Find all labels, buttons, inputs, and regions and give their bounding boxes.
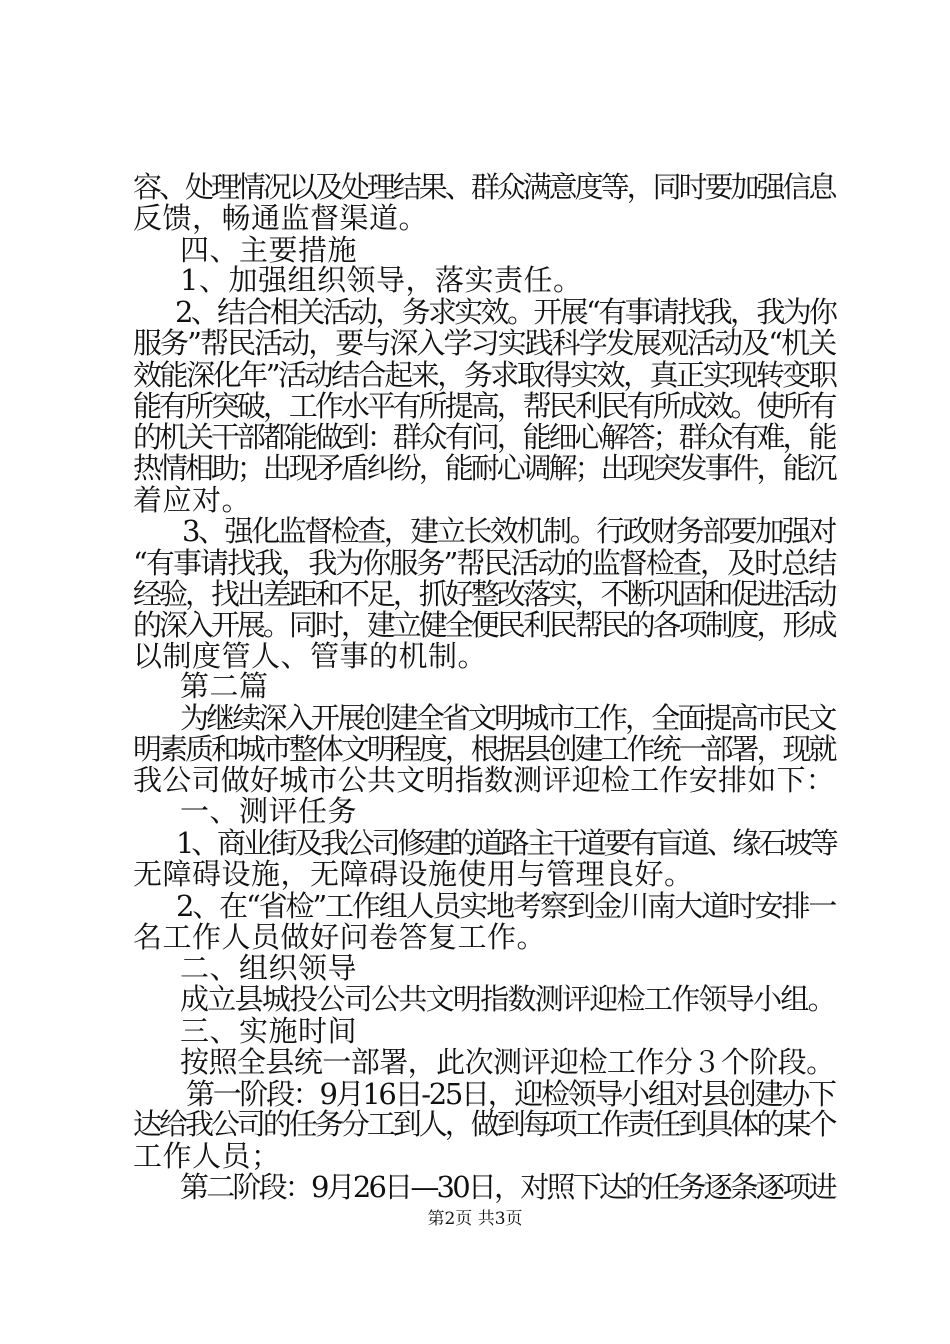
text-line: 2、结合相关活动，务求实效。开展“有事请找我，我为你	[175, 295, 836, 329]
text-line: 我公司做好城市公共文明指数测评迎检工作安排如下：	[133, 763, 836, 797]
text-line: 的机关干部都能做到：群众有问，能细心解答；群众有难，能	[133, 420, 835, 454]
text-line: 着应对。	[133, 483, 252, 517]
page-footer: 第2页 共3页	[427, 1209, 523, 1229]
text-line: 无障碍设施，无障碍设施使用与管理良好。	[133, 857, 694, 891]
section-heading: 一、测评任务	[180, 794, 358, 828]
text-line: 的深入开展。同时，建立健全便民利民帮民的各项制度，形成	[133, 608, 835, 642]
section-heading: 三、实施时间	[180, 1014, 358, 1048]
text-line: 经验，找出差距和不足，抓好整改落实，不断巩固和促进活动	[133, 577, 835, 611]
section-heading: 第二篇	[180, 669, 269, 703]
text-line: 达给我公司的任务分工到人，做到每项工作责任到具体的某个	[133, 1107, 835, 1141]
text-line: 2、在“省检”工作组人员实地考察到金川南大道时安排一	[176, 889, 836, 923]
section-heading: 二、组织领导	[180, 951, 358, 985]
text-line: 以制度管人、管事的机制。	[133, 639, 488, 673]
text-line: 工作人员；	[133, 1139, 281, 1173]
text-line: 服务”帮民活动，要与深入学习实践科学发展观活动及“机关	[133, 326, 836, 360]
text-line: 能有所突破，工作水平有所提高，帮民利民有所成效。使所有	[133, 389, 835, 423]
text-line: 效能深化年”活动结合起来，务求取得实效，真正实现转变职	[133, 358, 836, 392]
text-line: “有事请找我，我为你服务”帮民活动的监督检查，及时总结	[133, 546, 836, 580]
text-line: 反馈，畅通监督渠道。	[133, 201, 429, 235]
section-heading: 四、主要措施	[180, 233, 358, 267]
text-line: 第一阶段：9月16日-25日，迎检领导小组对县创建办下	[186, 1077, 835, 1111]
text-line: 名工作人员做好问卷答复工作。	[133, 920, 547, 954]
text-line: 热情相助；出现矛盾纠纷，能耐心调解；出现突发事件，能沉	[133, 451, 835, 485]
text-line: 按照全县统一部署，此次测评迎检工作分３个阶段。	[180, 1045, 835, 1079]
text-line: 明素质和城市整体文明程度，根据县创建工作统一部署，现就	[133, 732, 835, 766]
text-line: 成立县城投公司公共文明指数测评迎检工作领导小组。	[180, 982, 835, 1016]
text-line: 1、加强组织领导，落实责任。	[180, 263, 583, 297]
text-line: 1、商业街及我公司修建的道路主干道要有盲道、缘石坡等	[176, 826, 836, 860]
text-line: 容、处理情况以及处理结果、群众满意度等，同时要加强信息	[133, 170, 835, 204]
text-line: 为继续深入开展创建全省文明城市工作，全面提高市民文	[180, 701, 835, 735]
text-line: 3、强化监督检查，建立长效机制。行政财务部要加强对	[182, 514, 835, 548]
text-line: 第二阶段：9月26日—30日，对照下达的任务逐条逐项进	[180, 1170, 835, 1204]
